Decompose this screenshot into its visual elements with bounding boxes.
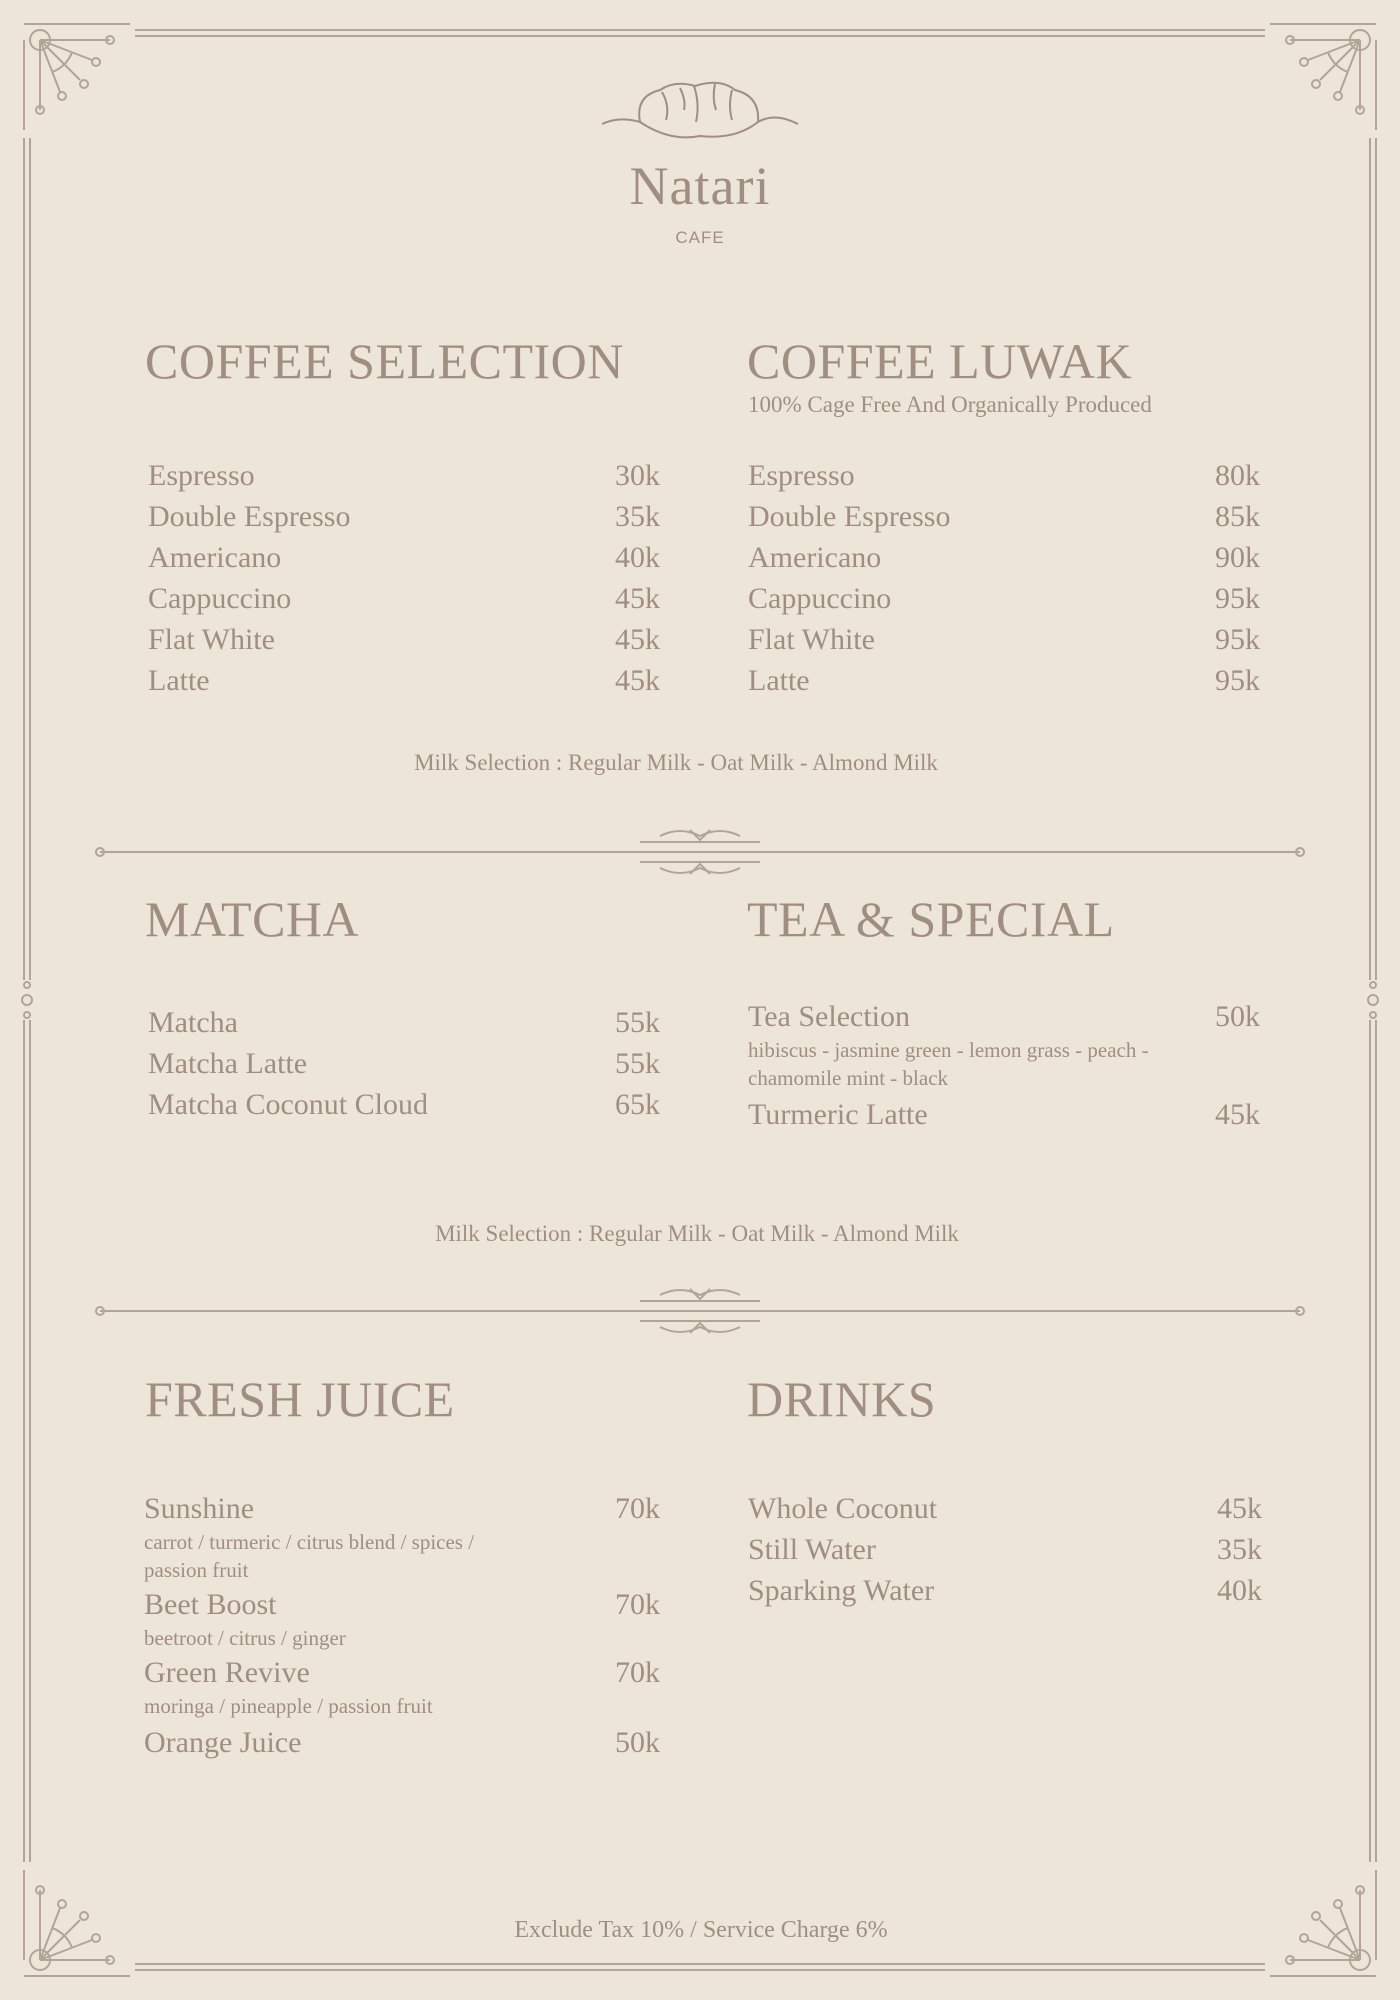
menu-item <box>148 1002 660 1043</box>
menu-item <box>148 537 660 578</box>
item-price: 70k <box>615 1588 660 1621</box>
item-name: Tea Selection <box>748 1000 910 1033</box>
menu-item <box>748 537 1260 578</box>
item-name: Matcha Coconut Cloud <box>148 1088 428 1121</box>
item-name: Matcha <box>148 1006 238 1039</box>
menu-item <box>148 455 660 496</box>
item-name: Cappuccino <box>148 582 292 615</box>
item-name: Beet Boost <box>144 1588 277 1621</box>
section-title-matcha: MATCHA <box>145 891 360 947</box>
item-price: 45k <box>1217 1492 1262 1525</box>
item-price: 45k <box>615 582 660 615</box>
menu-item <box>748 1094 1260 1135</box>
item-name: Sparking Water <box>748 1574 935 1607</box>
item-name: Espresso <box>148 459 255 492</box>
item-name: Double Espresso <box>148 500 351 533</box>
corner-fan-top-left <box>24 24 130 130</box>
item-price: 70k <box>615 1656 660 1689</box>
section-subtitle-coffee-luwak: 100% Cage Free And Organically Produced <box>748 392 1152 417</box>
item-name: Still Water <box>748 1533 876 1566</box>
coffee-selection-list <box>148 455 660 701</box>
item-price: 95k <box>1215 664 1260 697</box>
section-title-tea-special: TEA & SPECIAL <box>747 891 1115 947</box>
item-description-line: hibiscus - jasmine green - lemon grass - peach - <box>748 1038 1149 1062</box>
divider-ornament-2 <box>96 1289 1304 1333</box>
menu-item <box>748 1529 1262 1570</box>
section-title-coffee-selection: COFFEE SELECTION <box>145 333 624 389</box>
tea-special-list <box>748 998 1260 1135</box>
item-price: 35k <box>1217 1533 1262 1566</box>
item-price: 55k <box>615 1047 660 1080</box>
item-price: 45k <box>615 664 660 697</box>
item-description-line: moringa / pineapple / passion fruit <box>144 1694 433 1718</box>
item-price: 40k <box>615 541 660 574</box>
menu-item <box>748 455 1260 496</box>
item-price: 50k <box>1215 1000 1260 1033</box>
item-name: Double Espresso <box>748 500 951 533</box>
brand-subtitle: CAFE <box>675 228 725 247</box>
item-price: 70k <box>615 1492 660 1525</box>
item-price: 40k <box>1217 1574 1262 1607</box>
milk-selection-note: Milk Selection : Regular Milk - Oat Milk - Almond Milk <box>414 750 938 775</box>
item-description-line: beetroot / citrus / ginger <box>144 1626 346 1650</box>
item-name: Americano <box>148 541 282 574</box>
matcha-list <box>148 1002 660 1125</box>
item-description-line: carrot / turmeric / citrus blend / spices / <box>144 1530 475 1554</box>
item-price: 65k <box>615 1088 660 1121</box>
menu-item <box>748 619 1260 660</box>
item-name: Flat White <box>748 623 875 656</box>
item-name: Orange Juice <box>144 1726 302 1759</box>
divider-ornament-1 <box>96 830 1304 874</box>
item-name: Espresso <box>748 459 855 492</box>
item-name: Matcha Latte <box>148 1047 308 1080</box>
item-price: 30k <box>615 459 660 492</box>
item-name: Cappuccino <box>748 582 892 615</box>
menu-item <box>148 578 660 619</box>
item-description-line: chamomile mint - black <box>748 1066 949 1090</box>
item-price: 95k <box>1215 582 1260 615</box>
section-title-fresh-juice: FRESH JUICE <box>145 1371 455 1427</box>
menu-item <box>148 619 660 660</box>
item-price: 45k <box>615 623 660 656</box>
menu-item <box>148 496 660 537</box>
item-name: Latte <box>748 664 810 697</box>
menu-item <box>144 1722 660 1763</box>
item-description <box>748 1036 1260 1092</box>
item-description <box>144 1624 660 1652</box>
item-name: Americano <box>748 541 882 574</box>
item-description <box>144 1528 660 1584</box>
item-price: 80k <box>1215 459 1260 492</box>
item-name: Sunshine <box>144 1492 255 1525</box>
item-name: Green Revive <box>144 1656 310 1689</box>
milk-selection-note: Milk Selection : Regular Milk - Oat Milk - Almond Milk <box>435 1221 959 1246</box>
corner-fan-top-right <box>1270 24 1376 130</box>
item-price: 85k <box>1215 500 1260 533</box>
menu-item <box>148 1084 660 1125</box>
coffee-luwak-list <box>748 455 1260 701</box>
item-price: 95k <box>1215 623 1260 656</box>
menu-item <box>748 578 1260 619</box>
item-price: 45k <box>1215 1098 1260 1131</box>
menu-item <box>144 1586 660 1624</box>
item-description-line: passion fruit <box>144 1558 249 1582</box>
menu-item <box>748 496 1260 537</box>
section-title-drinks: DRINKS <box>747 1371 937 1427</box>
fresh-juice-list <box>144 1490 660 1763</box>
menu-item <box>748 998 1260 1036</box>
item-name: Flat White <box>148 623 275 656</box>
menu-item <box>748 1488 1262 1529</box>
menu-item <box>148 1043 660 1084</box>
menu-item <box>748 1570 1262 1611</box>
item-name: Whole Coconut <box>748 1492 938 1525</box>
drinks-list <box>748 1488 1262 1611</box>
menu-item <box>144 1654 660 1692</box>
menu-item <box>148 660 660 701</box>
tax-service-note: Exclude Tax 10% / Service Charge 6% <box>514 1917 888 1943</box>
menu-item <box>144 1490 660 1528</box>
item-name: Latte <box>148 664 210 697</box>
item-description <box>144 1692 660 1720</box>
menu-item <box>748 660 1260 701</box>
item-price: 50k <box>615 1726 660 1759</box>
item-price: 55k <box>615 1006 660 1039</box>
item-price: 35k <box>615 500 660 533</box>
item-name: Turmeric Latte <box>748 1098 928 1131</box>
section-title-coffee-luwak: COFFEE LUWAK <box>747 333 1133 389</box>
item-price: 90k <box>1215 541 1260 574</box>
brand-name: Natari <box>629 156 771 216</box>
croissant-logo-icon <box>600 76 800 146</box>
